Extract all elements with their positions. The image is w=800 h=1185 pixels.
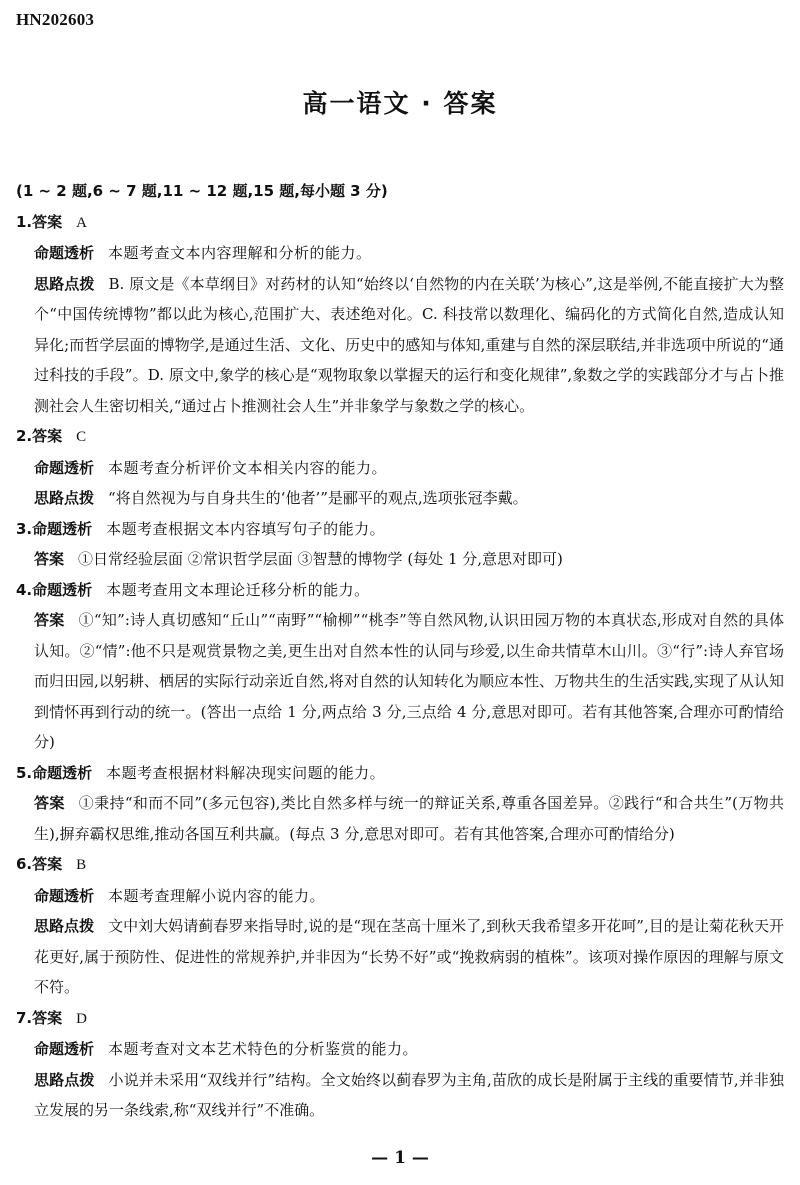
q4-intent-label: 命题透析 (32, 580, 93, 599)
q2-analysis-line (16, 483, 784, 514)
q7-answer-line (16, 1003, 784, 1035)
q4-answer-text: ①“知”:诗人真切感知“丘山”“南野”“榆柳”“桃李”等自然风物,认识田园万物的本真状态,形成对自然的具体认知。②“情”:他不只是观赏景物之美,更生出对自然本性的认同与珍爱,以生命共情草木山川。③“行”:诗人弃官场而归田园,以躬耕、栖居的实际行动亲近自然,将对自然的认知转化为顺应本性、万物共生的生活实践,实现了从认知到情怀再到行动的统一。(答出一点给 1 分,两点给 3 分,三点给 4 分,意思对即可。若有其他答案,合理亦可酌情给分) (34, 611, 784, 751)
page-title: 高一语文 · 答案 (302, 89, 498, 118)
q5-number: 5. (16, 763, 33, 782)
q7-analysis-line (16, 1065, 784, 1126)
q2-intent-text: 本题考查分析评价文本相关内容的能力。 (108, 458, 388, 477)
q1-intent-line (16, 238, 784, 269)
q2-intent-line (16, 453, 784, 484)
q1-analysis-text: B. 原文是《本草纲目》对药材的认知“始终以‘自然物的内在关联’为核心”,这是举例,不能直接扩大为整个“中国传统博物”都以此为核心,范围扩大、表述绝对化。C. 科技常以数理化、编码化的方式简化自然,造成认知异化;而哲学层面的博物学,是通过生活、文化、历史中的感知与体知,重建与自然的深层联结,并非选项中所说的“通过科技的手段”。D. 原文中,象学的核心是“观物取象以掌握天的运行和变化规律”,象数之学的实践部分才与占卜推测社会人生密切相关,“通过占卜推测社会人生”并非象学与象数之学的核心。 (34, 274, 784, 415)
q6-analysis-line (16, 911, 784, 1003)
q7-answer-value: D (76, 1010, 87, 1027)
q2-answer-label: 答案 (32, 427, 63, 445)
q4-answer-label: 答案 (34, 611, 65, 629)
q6-answer-line (16, 849, 784, 881)
q5-answer-label: 答案 (34, 794, 65, 812)
q6-answer-value: B (76, 857, 87, 873)
q1-intent-text: 本题考查文本内容理解和分析的能力。 (108, 244, 372, 262)
q1-answer-value: A (76, 214, 87, 231)
q1-analysis-line (16, 269, 784, 422)
q7-number: 7. (16, 1008, 33, 1027)
q7-answer-label: 答案 (32, 1008, 63, 1027)
q6-answer-label: 答案 (32, 855, 63, 873)
q7-intent-label: 命题透析 (34, 1040, 95, 1058)
q2-number: 2. (16, 427, 33, 445)
q5-answer-line (16, 788, 784, 849)
q3-intent-line (16, 514, 784, 545)
q7-analysis-label: 思路点拨 (34, 1070, 95, 1089)
q1-intent-label: 命题透析 (34, 244, 95, 262)
q4-intent-line (16, 575, 784, 606)
q6-number: 6. (16, 855, 33, 873)
q3-intent-label: 命题透析 (32, 519, 93, 538)
q6-analysis-text: 文中刘大妈请蓟春罗来指导时,说的是“现在茎高十厘米了,到秋天我希望多开花呵”,目的是让菊花秋天开花更好,属于预防性、促进性的常规养护,并非因为“长势不好”或“挽救病弱的植株”。该项对操作原因的理解与原文不符。 (34, 917, 784, 996)
q4-answer-line (16, 605, 784, 758)
answer-content (16, 176, 784, 1126)
q6-intent-text: 本题考查理解小说内容的能力。 (108, 886, 326, 905)
q3-answer-text: ①日常经验层面 ②常识哲学层面 ③智慧的博物学 (每处 1 分,意思对即可) (78, 550, 563, 568)
q6-intent-line (16, 881, 784, 912)
q1-number: 1. (16, 212, 33, 231)
q7-intent-line (16, 1034, 784, 1065)
q3-intent-text: 本题考查根据文本内容填写句子的能力。 (106, 519, 386, 538)
q7-analysis-text: 小说并未采用“双线并行”结构。全文始终以蓟春罗为主角,苗欣的成长是附属于主线的重要情节,并非独立发展的另一条线索,称“双线并行”不准确。 (34, 1070, 784, 1119)
q3-answer-line (16, 544, 784, 575)
q1-analysis-label: 思路点拨 (34, 274, 95, 293)
q1-answer-line (16, 207, 784, 239)
document-code: HN202603 (16, 10, 95, 29)
q2-intent-label: 命题透析 (34, 458, 95, 477)
q6-analysis-label: 思路点拨 (34, 917, 95, 935)
q4-number: 4. (16, 580, 33, 599)
q3-answer-label: 答案 (34, 550, 65, 568)
q6-intent-label: 命题透析 (34, 886, 95, 905)
q5-answer-text: ①秉持“和而不同”(多元包容),类比自然多样与统一的辩证关系,尊重各国差异。②践行“和合共生”(万物共生),摒弃霸权思维,推动各国互利共赢。(每点 3 分,意思对即可。若有其他答案,合理亦可酌情给分) (34, 794, 784, 843)
q5-intent-label: 命题透析 (32, 763, 93, 782)
q2-answer-line (16, 421, 784, 453)
q1-answer-label: 答案 (32, 212, 63, 231)
q2-answer-value: C (76, 429, 87, 445)
q3-number: 3. (16, 519, 33, 538)
q2-analysis-label: 思路点拨 (34, 489, 95, 507)
q2-analysis-text: “将自然视为与自身共生的‘他者’”是郦平的观点,选项张冠李戴。 (108, 489, 528, 507)
q7-intent-text: 本题考查对文本艺术特色的分析鉴赏的能力。 (108, 1040, 419, 1058)
q5-intent-line (16, 758, 784, 789)
scoring-note: (1 ~ 2 题,6 ~ 7 题,11 ~ 12 题,15 题,每小题 3 分) (16, 182, 388, 200)
q4-intent-text: 本题考查用文本理论迁移分析的能力。 (106, 580, 370, 599)
page-number: — 1 — (371, 1148, 429, 1168)
q5-intent-text: 本题考查根据材料解决现实问题的能力。 (106, 763, 386, 782)
